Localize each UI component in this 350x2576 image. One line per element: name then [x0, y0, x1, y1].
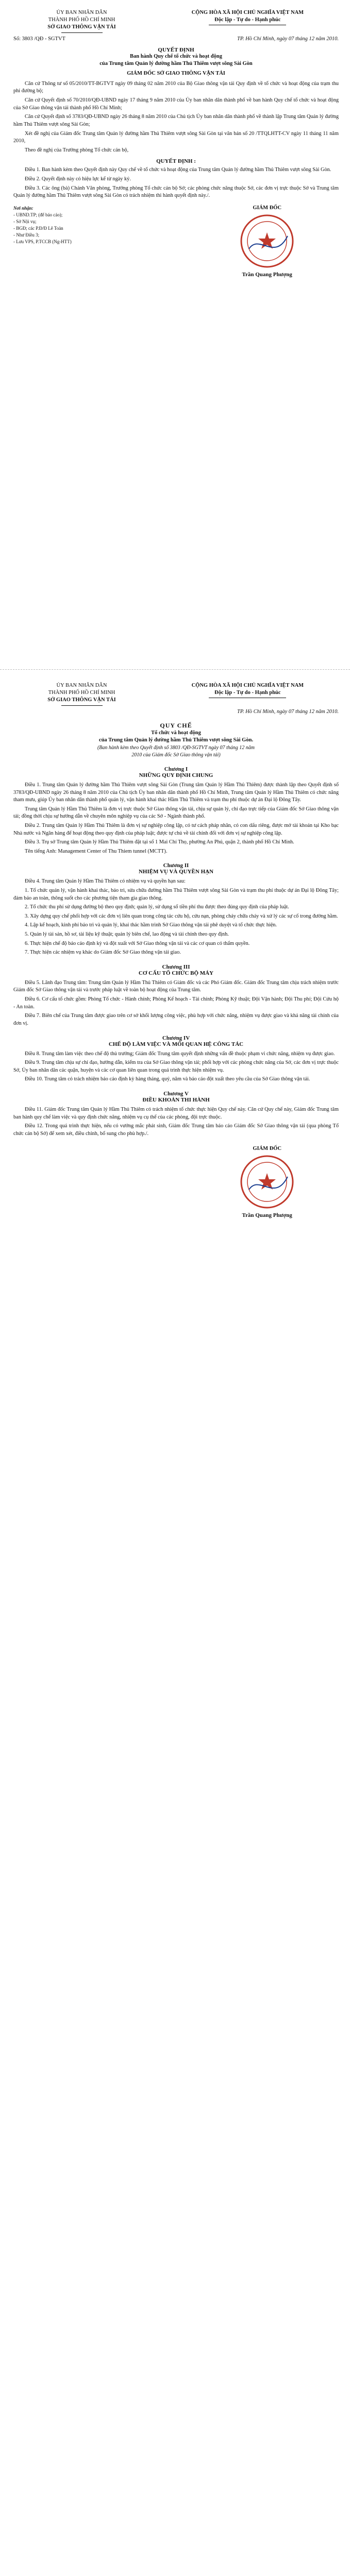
- divider: [61, 705, 103, 706]
- agency-line-2: THÀNH PHỐ HỒ CHÍ MINH: [48, 690, 115, 696]
- decision-article: Điều 3. Các ông (bà) Chánh Văn phòng, Trưởng phòng Tổ chức cán bộ Sở; các phòng chức năng thuộc Sở, các đơn vị trực thuộc Sở và Trung tâm Quản lý đường hầm Thủ Thiêm vượt sông Sài Gòn có trách nhiệm thi hành quyết định này./.: [13, 185, 339, 199]
- official-seal: [239, 1154, 295, 1210]
- decision-heading: QUYẾT ĐỊNH :: [156, 158, 196, 165]
- national-motto: [157, 9, 339, 33]
- recital: Căn cứ Thông tư số 05/2010/TT-BGTVT ngày 09 tháng 02 năm 2010 của Bộ Giao thông vận tải Quy định về tổ chức và hoạt động của trạm thu phí đường bộ;: [13, 80, 339, 94]
- seal-icon: [239, 213, 295, 269]
- agency-line-3: SỞ GIAO THÔNG VẬN TẢI: [47, 697, 116, 703]
- regulation-subtitle-line: Tổ chức và hoạt động: [151, 730, 201, 736]
- decision-article: Điều 2. Quyết định này có hiệu lực kể từ ngày ký.: [25, 176, 131, 182]
- signer-name: Trần Quang Phượng: [242, 1212, 292, 1219]
- regulation-paragraph: Điều 12. Trong quá trình thực hiện, nếu có vướng mắc phát sinh, Giám đốc Trung tâm báo cáo Giám đốc Sở Giao thông vận tải (qua phòng Tổ chức cán bộ Sở) để xem xét, điều chỉnh, bổ sung cho phù hợp./.: [13, 1123, 339, 1137]
- regulation-note-line: (Ban hành kèm theo Quyết định số 3803 /QĐ-SGTVT ngày 07 tháng 12 năm: [97, 744, 255, 751]
- recipient: - Như Điều 3;: [13, 232, 40, 238]
- motto: Độc lập - Tự do - Hạnh phúc: [214, 17, 281, 23]
- divider: [61, 32, 103, 33]
- doc-subject-line: của Trung tâm Quản lý đường hầm Thủ Thiêm vượt sông Sài Gòn: [99, 60, 253, 66]
- doc-subject: [13, 53, 339, 67]
- motto: Độc lập - Tự do - Hạnh phúc: [214, 690, 281, 696]
- decision-article: Điều 1. Ban hành kèm theo Quyết định này Quy chế về tổ chức và hoạt động của Trung tâm Quản lý đường hầm Thủ Thiêm vượt sông Sài Gòn.: [25, 167, 331, 173]
- regulation-paragraph: Tên tiếng Anh: Management Center of Thu Thiem tunnel (MCTT).: [25, 848, 168, 854]
- signature-block: [195, 205, 339, 278]
- doc-meta: [13, 36, 339, 42]
- regulation-paragraph: Điều 2. Trung tâm Quản lý Hầm Thủ Thiêm là đơn vị sự nghiệp công lập, có tư cách pháp nhân, có con dấu riêng, được mở tài khoản tại Kho bạc Nhà nước và Ngân hàng để hoạt động theo quy định của pháp luật; được tự chủ về tài chính đối với đơn vị sự nghiệp công lập.: [13, 822, 339, 836]
- regulation-paragraph: 7. Thực hiện các nhiệm vụ khác do Giám đốc Sở Giao thông vận tải giao.: [25, 950, 181, 956]
- chapters: [13, 766, 339, 1138]
- document-header: [13, 682, 339, 706]
- issuing-agency: [13, 9, 150, 33]
- chapter-label: Chương V: [163, 1090, 189, 1097]
- decision-page: [0, 0, 350, 670]
- chapter-label: Chương III: [162, 963, 190, 970]
- doc-number: Số: 3803 /QĐ - SGTVT: [13, 36, 65, 42]
- chapter-name: NHIỆM VỤ VÀ QUYỀN HẠN: [138, 869, 214, 875]
- place-date: TP. Hồ Chí Minh, ngày 07 tháng 12 năm 2010.: [237, 36, 339, 42]
- official-seal: [239, 213, 295, 269]
- regulation-subtitle-line: của Trung tâm Quản lý đường hầm Thủ Thiêm vượt sông Sài Gòn.: [98, 737, 254, 743]
- regulation-paragraph: Trung tâm Quản lý Hầm Thủ Thiêm là đơn vị trực thuộc Sở Giao thông vận tải, chịu sự quản lý, chỉ đạo trực tiếp của Giám đốc Sở Giao thông vận tải; đồng thời chịu sự hướng dẫn về chuyên môn nghiệp vụ của các Sở - Ngành thành phố.: [13, 806, 339, 820]
- doc-meta: [13, 709, 339, 715]
- country-name: CỘNG HÒA XÃ HỘI CHỦ NGHĨA VIỆT NAM: [191, 10, 304, 15]
- regulation-paragraph: 2. Tổ chức thu phí sử dụng đường bộ theo quy định; quản lý, sử dụng số tiền phí thu được theo đúng quy định của pháp luật.: [25, 904, 289, 910]
- regulation-paragraph: Điều 10. Trung tâm có trách nhiệm báo cáo định kỳ hàng tháng, quý, năm và báo cáo đột xuất theo yêu cầu của Sở Giao thông vận tải.: [25, 1076, 310, 1082]
- national-motto: [157, 682, 339, 706]
- recitals: [13, 80, 339, 154]
- regulation-paragraph: Điều 3. Trụ sở Trung tâm Quản lý Hầm Thủ Thiêm đặt tại số 1 Mai Chí Thọ, phường An Phú, quận 2, thành phố Hồ Chí Minh.: [25, 839, 294, 845]
- chapter-name: CHẾ ĐỘ LÀM VIỆC VÀ MỐI QUAN HỆ CÔNG TÁC: [108, 1041, 244, 1047]
- recipient: - Sở Nội vụ;: [13, 218, 37, 224]
- doc-subject-line: Ban hành Quy chế tổ chức và hoạt động: [129, 53, 222, 59]
- regulation-paragraph: Điều 5. Lãnh đạo Trung tâm: Trung tâm Quản lý Hầm Thủ Thiêm có Giám đốc và các Phó Giám đốc. Giám đốc Trung tâm chịu trách nhiệm trước Giám đốc Sở Giao thông vận tải và trước pháp luật về toàn bộ hoạt động của Trung tâm.: [13, 979, 339, 993]
- agency-line-2: THÀNH PHỐ HỒ CHÍ MINH: [48, 17, 115, 23]
- chapter-label: Chương IV: [162, 1035, 190, 1041]
- recipient: - UBND.TP; (để báo cáo);: [13, 212, 63, 217]
- regulation-paragraph: Điều 11. Giám đốc Trung tâm Quản lý Hầm Thủ Thiêm có trách nhiệm tổ chức thực hiện Quy chế này. Căn cứ Quy chế này, Giám đốc Trung tâm ban hành quy chế làm việc và quy định chức năng, nhiệm vụ cụ thể của các phòng, đội trực thuộc.: [13, 1106, 339, 1120]
- signer-name: Trần Quang Phượng: [242, 271, 292, 278]
- recital: Theo đề nghị của Trưởng phòng Tổ chức cán bộ,: [25, 147, 129, 153]
- regulation-paragraph: 3. Xây dựng quy chế phối hợp với các đơn vị liên quan trong công tác cứu hộ, cứu nạn, phòng cháy chữa cháy và xử lý các sự cố trong đường hầm.: [25, 913, 338, 919]
- regulation-paragraph: Điều 7. Biên chế của Trung tâm được giao trên cơ sở khối lượng công việc, phù hợp với chức năng, nhiệm vụ được giao và khả năng tài chính của đơn vị.: [13, 1013, 339, 1026]
- chapter-label: Chương II: [163, 862, 189, 869]
- regulation-paragraph: Điều 1. Trung tâm Quản lý đường hầm Thủ Thiêm vượt sông Sài Gòn (Trung tâm Quản lý Hầm Thủ Thiêm) được thành lập theo Quyết định số 3783/QĐ-UBND ngày 26 tháng 8 năm 2010 của Chủ tịch Ủy ban nhân dân thành phố Hồ Chí Minh, Trung tâm Quản lý Hầm Thủ Thiêm có chức năng tham mưu, giúp Ủy ban nhân dân thành phố quản lý, vận hành khai thác Hầm Thủ Thiêm và trạm thu phí thuộc dự án Đại lộ Đông Tây.: [13, 782, 339, 803]
- chapter-name: ĐIỀU KHOẢN THI HÀNH: [142, 1096, 210, 1103]
- signature-row: [13, 1146, 339, 1218]
- regulation-paragraph: Điều 8. Trung tâm làm việc theo chế độ thủ trưởng; Giám đốc Trung tâm quyết định những vấn đề thuộc phạm vi chức năng, nhiệm vụ được giao.: [25, 1050, 335, 1057]
- chapter-name: NHỮNG QUY ĐỊNH CHUNG: [139, 772, 213, 778]
- recipient: - Lưu VPS, P.TCCB (Ng-HTT): [13, 239, 72, 245]
- document-header: [13, 9, 339, 33]
- regulation-page: [0, 670, 350, 2576]
- recipients: [13, 205, 150, 278]
- regulation-note-line: 2010 của Giám đốc Sở Giao thông vận tải): [131, 752, 221, 758]
- recital: Căn cứ Quyết định số 70/2010/QĐ-UBND ngày 17 tháng 9 năm 2010 của Ủy ban nhân dân thành phố về ban hành Quy chế tổ chức và hoạt động của Sở Giao thông vận tải thành phố Hồ Chí Minh;: [13, 97, 339, 111]
- issuing-agency: [13, 682, 150, 706]
- regulation-note: [13, 744, 339, 759]
- regulation-subtitle: [13, 730, 339, 744]
- doc-type: QUYẾT ĐỊNH: [158, 46, 194, 53]
- seal-icon: [239, 1154, 295, 1210]
- recipient: - BGĐ; các P.Đ/Đ Lê Toàn: [13, 225, 63, 231]
- authority: GIÁM ĐỐC SỞ GIAO THÔNG VẬN TẢI: [127, 70, 225, 76]
- regulation-paragraph: Điều 6. Cơ cấu tổ chức gồm: Phòng Tổ chức - Hành chính; Phòng Kế hoạch - Tài chính; Phòng Kỹ thuật; Đội Vận hành; Đội Thu phí; Đội Cứu hộ - An toàn.: [13, 996, 339, 1010]
- regulation-paragraph: 5. Quản lý tài sản, hồ sơ, tài liệu kỹ thuật; quản lý biên chế, lao động và tài chính theo quy định.: [25, 931, 229, 938]
- signature-row: [13, 205, 339, 278]
- recital: Xét đề nghị của Giám đốc Trung tâm Quản lý đường hầm Thủ Thiêm vượt sông Sài Gòn tại văn bản số 20 /TTQLHTT-CV ngày 11 tháng 11 năm 2010,: [13, 130, 339, 144]
- regulation-paragraph: 1. Tổ chức quản lý, vận hành khai thác, bảo trì, sửa chữa đường hầm Thủ Thiêm vượt sông Sài Gòn và trạm thu phí thuộc dự án Đại lộ Đông Tây; đảm bảo an toàn, thông suốt cho các phương tiện tham gia giao thông.: [13, 887, 339, 901]
- signature-block: [195, 1146, 339, 1218]
- regulation-paragraph: 4. Lập kế hoạch, kinh phí bảo trì và quản lý, khai thác hầm trình Sở Giao thông vận tải phê duyệt và tổ chức thực hiện.: [25, 922, 277, 928]
- recipients-label: Nơi nhận:: [13, 205, 34, 211]
- recital: Căn cứ Quyết định số 3783/QĐ-UBND ngày 26 tháng 8 năm 2010 của Chủ tịch Ủy ban nhân dân thành phố về thành lập Trung tâm Quản lý đường hầm Thủ Thiêm vượt sông Sài Gòn;: [13, 114, 339, 127]
- regulation-title: QUY CHẾ: [160, 721, 192, 729]
- regulation-paragraph: Điều 9. Trung tâm chịu sự chỉ đạo, hướng dẫn, kiểm tra của Sở Giao thông vận tải; phối hợp với các phòng chức năng của Sở, các đơn vị trực thuộc Sở, Ủy ban nhân dân các quận, huyện và các cơ quan liên quan trong quá trình thực hiện nhiệm vụ.: [13, 1060, 339, 1073]
- regulation-paragraph: Điều 4. Trung tâm Quản lý Hầm Thủ Thiêm có nhiệm vụ và quyền hạn sau:: [25, 878, 186, 885]
- place-date: TP. Hồ Chí Minh, ngày 07 tháng 12 năm 2010.: [237, 708, 339, 715]
- agency-line-3: SỞ GIAO THÔNG VẬN TẢI: [47, 24, 116, 30]
- signer-title: GIÁM ĐỐC: [253, 205, 282, 211]
- chapter-name: CƠ CẤU TỔ CHỨC BỘ MÁY: [138, 970, 214, 976]
- chapter-label: Chương I: [164, 766, 188, 772]
- country-name: CỘNG HÒA XÃ HỘI CHỦ NGHĨA VIỆT NAM: [191, 683, 304, 688]
- agency-line-1: ỦY BAN NHÂN DÂN: [56, 683, 107, 688]
- signer-title: GIÁM ĐỐC: [253, 1146, 282, 1152]
- agency-line-1: ỦY BAN NHÂN DÂN: [56, 10, 107, 15]
- regulation-paragraph: 6. Thực hiện chế độ báo cáo định kỳ và đột xuất với Sở Giao thông vận tải và các cơ quan có thẩm quyền.: [25, 940, 250, 946]
